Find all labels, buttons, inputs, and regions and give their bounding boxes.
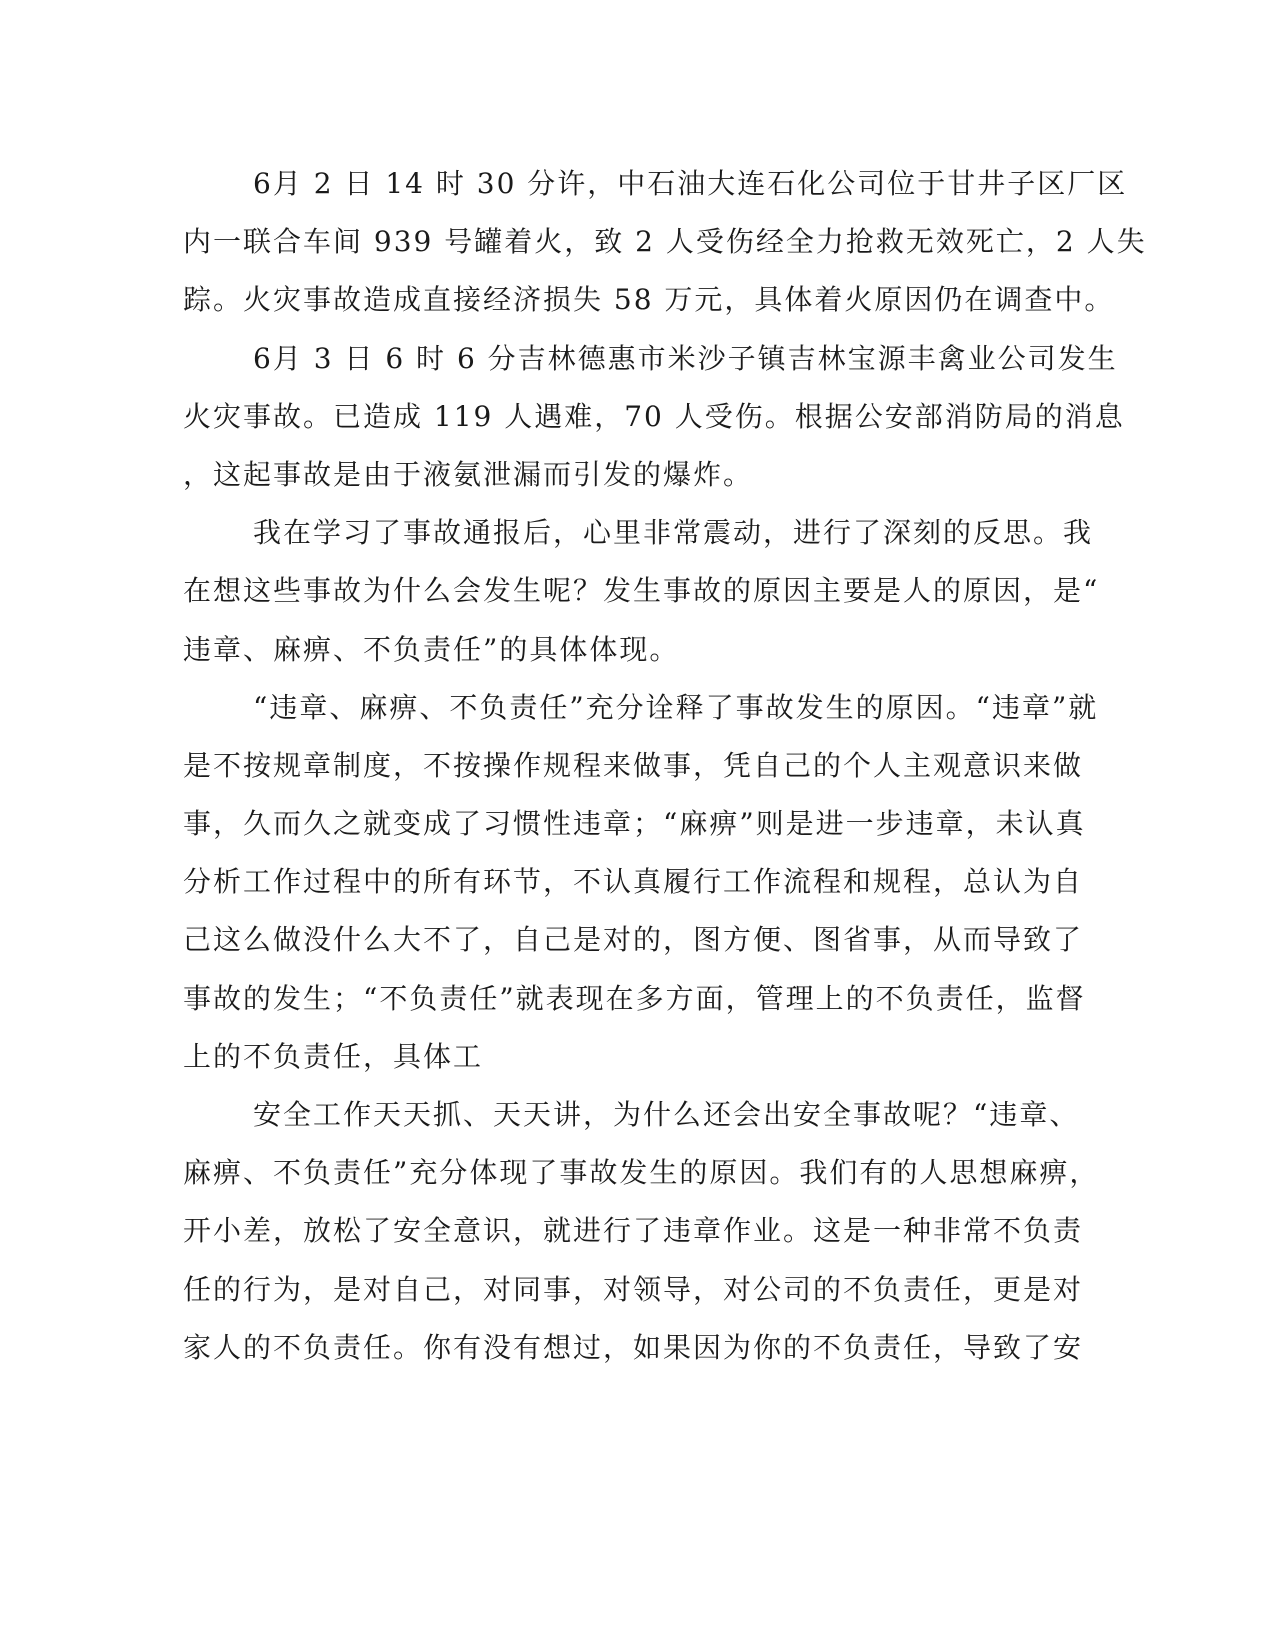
text-line: 违章、麻痹、不负责任”的具体体现。 (183, 632, 680, 666)
text-line: 上的不负责任，具体工 (183, 1039, 484, 1073)
text-line: 踪。火灾事故造成直接经济损失 58 万元，具体着火原因仍在调查中。 (183, 283, 1115, 317)
text-line: 麻痹、不负责任”充分体现了事故发生的原因。我们有的人思想麻痹， (183, 1156, 1100, 1190)
paragraph-2 (183, 330, 1125, 505)
text-line: 事故的发生；“不负责任”就表现在多方面，管理上的不负责任，监督 (183, 981, 1086, 1015)
text-line: 在想这些事故为什么会发生呢？发生事故的原因主要是人的原因，是“ (183, 574, 1100, 608)
text-line: 6月 3 日 6 时 6 分吉林德惠市米沙子镇吉林宝源丰禽业公司发生 (253, 341, 1118, 375)
text-line: 火灾事故。已造成 119 人遇难，70 人受伤。根据公安部消防局的消息 (183, 399, 1125, 433)
text-line: “违章、麻痹、不负责任”充分诠释了事故发生的原因。“违章”就 (253, 690, 1099, 724)
text-line: ，这起事故是由于液氨泄漏而引发的爆炸。 (183, 457, 754, 491)
text-line: 开小差，放松了安全意识，就进行了违章作业。这是一种非常不负责 (183, 1214, 1084, 1248)
text-line: 安全工作天天抓、天天讲，为什么还会出安全事故呢？“违章、 (253, 1098, 1080, 1131)
paragraph-1 (183, 155, 1147, 330)
paragraph-5 (183, 1086, 1100, 1377)
text-line: 任的行为，是对自己，对同事，对领导，对公司的不负责任，更是对 (183, 1272, 1084, 1306)
text-line: 是不按规章制度，不按操作规程来做事，凭自己的个人主观意识来做 (183, 748, 1084, 782)
text-line: 家人的不负责任。你有没有想过，如果因为你的不负责任，导致了安 (183, 1330, 1084, 1364)
text-line: 分析工作过程中的所有环节，不认真履行工作流程和规程，总认为自 (183, 865, 1084, 899)
text-line: 事，久而久之就变成了习惯性违章；“麻痹”则是进一步违章，未认真 (183, 807, 1086, 841)
paragraph-3 (183, 504, 1100, 679)
text-line: 己这么做没什么大不了，自己是对的，图方便、图省事，从而导致了 (183, 923, 1084, 957)
text-line: 我在学习了事故通报后，心里非常震动，进行了深刻的反思。我 (253, 516, 1094, 550)
text-line: 6月 2 日 14 时 30 分许，中石油大连石化公司位于甘井子区厂区 (253, 167, 1128, 200)
paragraph-4 (183, 679, 1099, 1086)
document-body (183, 155, 1147, 1377)
text-line: 内一联合车间 939 号罐着火，致 2 人受伤经全力抢救无效死亡，2 人失 (183, 225, 1147, 259)
